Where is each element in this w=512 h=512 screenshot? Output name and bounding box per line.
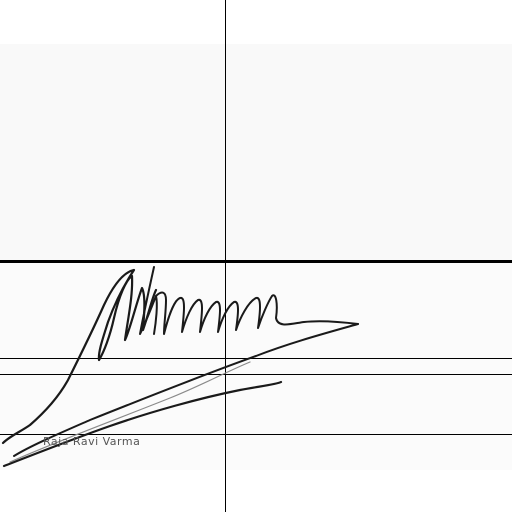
- signature-stroke-humps: [156, 293, 358, 334]
- signature-stroke-underline: [4, 382, 281, 466]
- signature-caption: Raja Ravi Varma: [43, 435, 141, 448]
- signature-stroke-main: [3, 270, 156, 443]
- signature-stroke-loop: [140, 267, 157, 334]
